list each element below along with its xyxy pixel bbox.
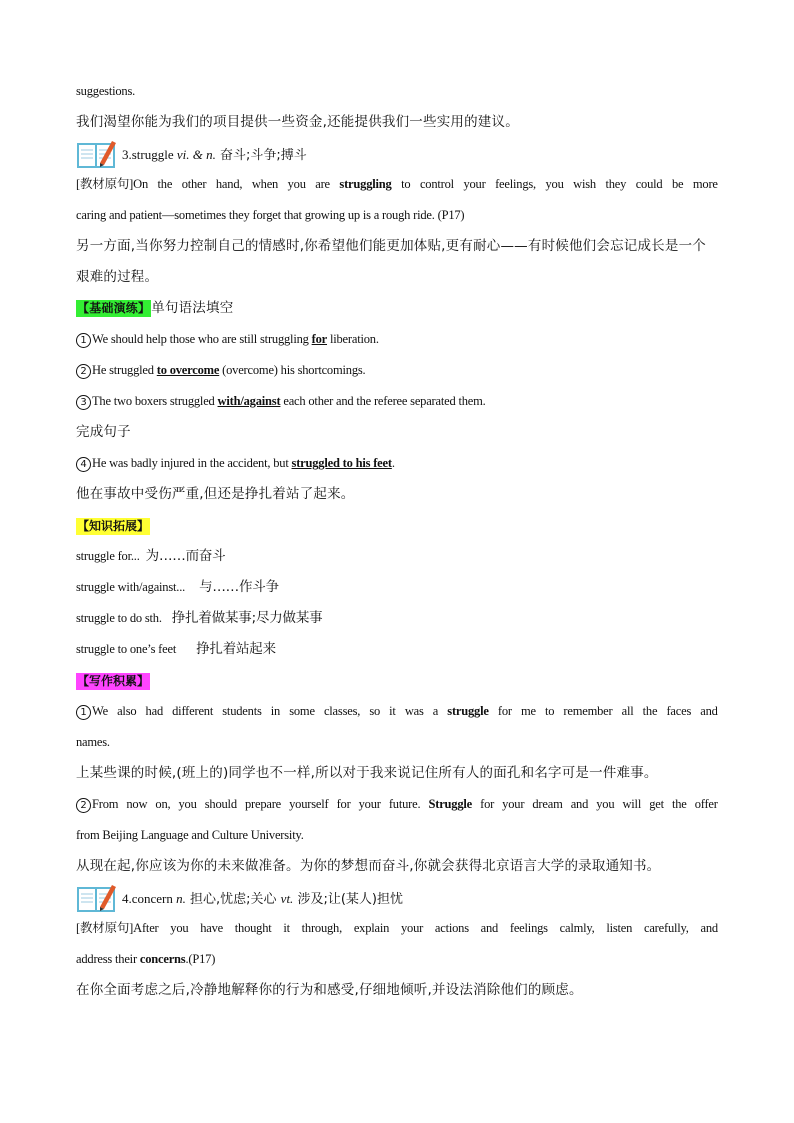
- textbook-original-line: address their concerns.(P17): [76, 952, 216, 966]
- phrase-item: struggle to one’s feet 挣扎着站起来: [76, 641, 276, 657]
- translation-line: 他在事故中受伤严重,但还是挣扎着站了起来。: [76, 486, 355, 502]
- subheading: 完成句子: [76, 424, 131, 440]
- phrase-item: struggle with/against... 与……作斗争: [76, 579, 279, 595]
- textbook-original-line: [教材原句]After you have thought it through, explain your actions and feelings calmly, listen carefully, and: [76, 921, 718, 935]
- entry-heading-concern: [76, 882, 718, 913]
- entry-title: 3.struggle vi. & n. 奋斗;斗争;搏斗: [122, 147, 307, 163]
- exercise-item: 3 The two boxers struggled with/against each other and the referee separated them.: [76, 386, 718, 417]
- section-tag: 【写作积累】: [77, 674, 150, 688]
- textbook-original-line: caring and patient—sometimes they forget that growing up is a rough ride. (P17): [76, 208, 465, 222]
- translation-line: 在你全面考虑之后,冷静地解释你的行为和感受,仔细地倾听,并设法消除他们的顾虑。: [76, 982, 583, 998]
- circled-number: 4: [76, 457, 91, 472]
- entry-heading-struggle: [76, 138, 718, 169]
- text-line: suggestions.: [76, 84, 136, 98]
- circled-number: 1: [76, 705, 91, 720]
- example-sentence: 1 We also had different students in some classes, so it was a struggle for me to remember all the faces and: [76, 696, 718, 727]
- translation-line: 另一方面,当你努力控制自己的情感时,你希望他们能更加体贴,更有耐心——有时候他们会忘记成长是一个: [76, 238, 706, 254]
- book-pen-icon: [76, 883, 118, 913]
- answer: to overcome: [156, 363, 220, 377]
- extend-heading: [76, 510, 718, 541]
- circled-number: 2: [76, 798, 91, 813]
- circled-number: 3: [76, 395, 91, 410]
- circled-number: 2: [76, 364, 91, 379]
- translation-line: 上某些课的时候,(班上的)同学也不一样,所以对于我来说记住所有人的面孔和名字可是一件难事。: [76, 765, 658, 781]
- example-sentence-cont: names.: [76, 735, 110, 749]
- exercise-item: 4 He was badly injured in the accident, but struggled to his feet.: [76, 448, 718, 479]
- phrase-item: struggle for... 为……而奋斗: [76, 548, 226, 564]
- example-sentence-cont: from Beijing Language and Culture University.: [76, 828, 304, 842]
- exercise-item: 2 He struggled to overcome (overcome) his shortcomings.: [76, 355, 718, 386]
- entry-title: 4.concern n. 担心,忧虑;关心 vt. 涉及;让(某人)担忧: [122, 891, 403, 907]
- answer: struggled to his feet: [291, 456, 392, 470]
- answer: for: [311, 332, 328, 346]
- practice-heading: 【基础演练】单句语法填空: [77, 300, 234, 316]
- text-line: 我们渴望你能为我们的项目提供一些资金,还能提供我们一些实用的建议。: [76, 114, 519, 130]
- phrase-item: struggle to do sth. 挣扎着做某事;尽力做某事: [76, 610, 323, 626]
- circled-number: 1: [76, 333, 91, 348]
- section-tag: 【知识拓展】: [77, 519, 150, 533]
- example-sentence: 2 From now on, you should prepare yourself for your future. Struggle for your dream and you will get the offer: [76, 789, 718, 820]
- writing-heading: [76, 665, 718, 696]
- exercise-item: 1 We should help those who are still struggling for liberation.: [76, 324, 718, 355]
- translation-line: 从现在起,你应该为你的未来做准备。为你的梦想而奋斗,你就会获得北京语言大学的录取通知书。: [76, 858, 661, 874]
- section-tag: 【基础演练】: [77, 301, 151, 315]
- textbook-original-line: [教材原句]On the other hand, when you are struggling to control your feelings, you wish they could be more: [76, 177, 718, 191]
- answer: with/against: [217, 394, 281, 408]
- translation-line: 艰难的过程。: [76, 269, 159, 285]
- book-pen-icon: [76, 139, 118, 169]
- document-page: [76, 76, 718, 1006]
